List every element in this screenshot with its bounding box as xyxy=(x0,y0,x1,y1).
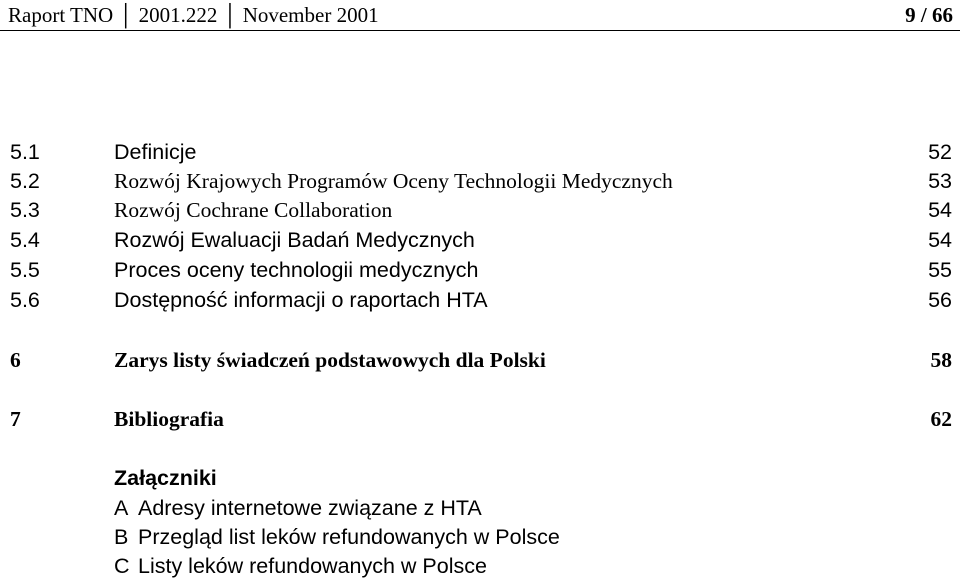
toc-entry-title: Proces oceny technologii medycznych xyxy=(114,258,479,282)
toc-entry-5-3[interactable] xyxy=(0,195,960,225)
toc-entry-title: Dostępność informacji o raportach HTA xyxy=(114,288,488,312)
toc-entry-5-6[interactable] xyxy=(0,285,960,315)
toc-entry-page: 55 xyxy=(928,258,952,282)
toc-entry-page: 54 xyxy=(928,198,952,222)
toc-chapter-page: 62 xyxy=(930,407,952,431)
toc-entry-number: 5.5 xyxy=(10,258,40,282)
toc-entry-number: 5.1 xyxy=(10,140,40,164)
appendix-letter: C xyxy=(114,554,130,578)
toc-entry-number: 5.4 xyxy=(10,228,40,252)
toc-entry-title: Definicje xyxy=(114,140,197,164)
toc-entry-number: 5.6 xyxy=(10,288,40,312)
toc-chapter-6[interactable] xyxy=(0,345,960,375)
toc-entry-5-2[interactable] xyxy=(0,166,960,196)
page-indicator: 9 / 66 xyxy=(905,3,953,27)
appendix-item-c[interactable] xyxy=(114,551,487,581)
toc-entry-title: Rozwój Ewaluacji Badań Medycznych xyxy=(114,228,475,252)
appendix-title: Listy leków refundowanych w Polsce xyxy=(138,554,487,578)
appendix-item-b[interactable] xyxy=(114,522,560,552)
toc-entry-title: Rozwój Krajowych Programów Oceny Technologii Medycznych xyxy=(114,169,673,193)
toc-entry-5-1[interactable] xyxy=(0,137,960,167)
toc-chapter-number: 7 xyxy=(10,407,21,431)
toc-chapter-title: Zarys listy świadczeń podstawowych dla Polski xyxy=(114,348,546,372)
toc-entry-page: 54 xyxy=(928,228,952,252)
appendix-title: Adresy internetowe związane z HTA xyxy=(138,496,482,520)
toc-chapter-page: 58 xyxy=(930,348,952,372)
toc-entry-title: Rozwój Cochrane Collaboration xyxy=(114,198,393,222)
appendix-item-a[interactable] xyxy=(114,493,482,523)
appendices-heading: Załączniki xyxy=(114,466,217,490)
toc-entry-number: 5.3 xyxy=(10,198,40,222)
toc-entry-page: 53 xyxy=(928,169,952,193)
appendix-title: Przegląd list leków refundowanych w Polsce xyxy=(138,525,560,549)
appendix-letter: A xyxy=(114,496,129,520)
appendix-letter: B xyxy=(114,525,129,549)
report-header-text: Raport TNO │ 2001.222 │ November 2001 xyxy=(8,3,379,27)
toc-entry-number: 5.2 xyxy=(10,169,40,193)
toc-entry-5-5[interactable] xyxy=(0,255,960,285)
toc-chapter-title: Bibliografia xyxy=(114,407,224,431)
toc-entry-5-4[interactable] xyxy=(0,225,960,255)
toc-entry-page: 52 xyxy=(928,140,952,164)
toc-entry-page: 56 xyxy=(928,288,952,312)
toc-chapter-number: 6 xyxy=(10,348,21,372)
toc-chapter-7[interactable] xyxy=(0,404,960,434)
